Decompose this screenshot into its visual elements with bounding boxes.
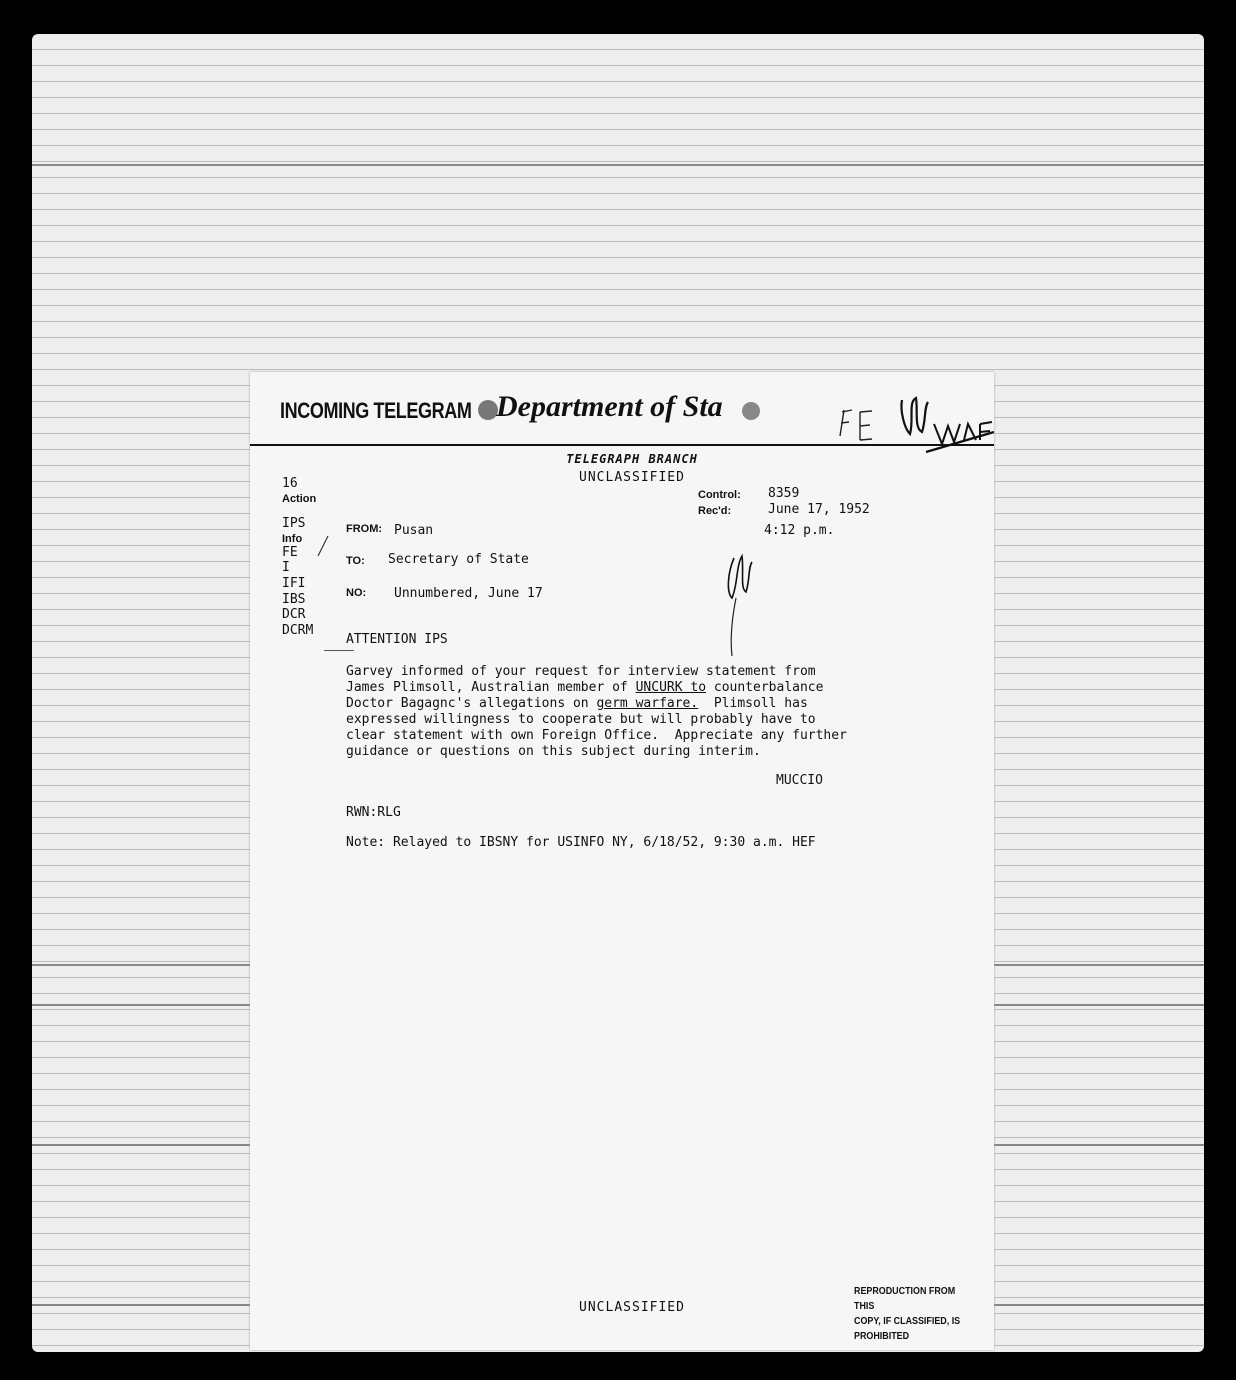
signature: MUCCIO [776, 773, 823, 788]
action-label: Action [282, 492, 317, 505]
punch-hole [478, 400, 498, 420]
recd-label: Rec'd: [698, 505, 732, 517]
notice-line: PROHIBITED [854, 1330, 910, 1342]
message-line: Garvey informed of your request for interview statement from [346, 664, 816, 679]
to-label: TO: [346, 555, 365, 567]
punch-hole [742, 402, 760, 420]
handwritten-initials-mark [720, 548, 760, 658]
reproduction-notice [854, 1284, 973, 1344]
underlined-text: UNCURK to [635, 680, 707, 695]
no-value: Unnumbered, June 17 [394, 586, 543, 601]
classification-bottom: UNCLASSIFIED [579, 1300, 685, 1315]
message-line [346, 680, 966, 696]
info-office: DCR [282, 607, 306, 623]
info-office: DCRM [282, 622, 314, 638]
message-line: expressed willingness to cooperate but will probably have to [346, 712, 816, 727]
form-title: INCOMING TELEGRAM [280, 398, 472, 423]
message-text: Plimsoll has [698, 696, 808, 711]
classification-top: UNCLASSIFIED [579, 470, 685, 485]
info-office: FE [282, 544, 298, 560]
underlined-text: germ warfare. [596, 696, 699, 711]
from-label: FROM: [346, 523, 383, 535]
no-label: NO: [346, 587, 367, 599]
message-body [346, 664, 966, 760]
scan-line [32, 164, 1204, 166]
info-label: Info [282, 532, 303, 545]
handwritten-check-mark [314, 532, 338, 562]
notice-line: COPY, IF CLASSIFIED, IS [854, 1315, 961, 1327]
routing-number: 16 [282, 476, 298, 491]
info-office: I [282, 560, 290, 576]
control-value: 8359 [768, 486, 800, 501]
control-label: Control: [698, 489, 741, 501]
info-office: IBS [282, 591, 306, 607]
telegram-document [250, 372, 994, 1350]
message-text: Doctor Bagagnc's allegations on [346, 696, 597, 711]
header-rule [250, 444, 994, 446]
from-value: Pusan [394, 523, 434, 538]
info-office: IFI [282, 575, 306, 591]
reference-initials: RWN:RLG [346, 805, 401, 820]
notice-line: REPRODUCTION FROM THIS [854, 1285, 956, 1312]
routing-rule [324, 650, 354, 651]
message-text: counterbalance [706, 680, 824, 695]
message-line [346, 696, 966, 712]
recd-date: June 17, 1952 [768, 502, 870, 517]
telegraph-branch: TELEGRAPH BRANCH [566, 452, 698, 466]
message-line: guidance or questions on this subject during interim. [346, 744, 761, 759]
attention-line: ATTENTION IPS [346, 632, 448, 647]
message-text: James Plimsoll, Australian member of [346, 680, 636, 695]
to-value: Secretary of State [388, 552, 529, 567]
relay-note: Note: Relayed to IBSNY for USINFO NY, 6/18/52, 9:30 a.m. HEF [346, 835, 816, 850]
action-office: IPS [282, 516, 306, 532]
message-line: clear statement with own Foreign Office. Appreciate any further [346, 728, 847, 743]
department-title: Department of Sta [496, 390, 723, 423]
routing-column [282, 476, 316, 638]
recd-time: 4:12 p.m. [764, 523, 835, 538]
